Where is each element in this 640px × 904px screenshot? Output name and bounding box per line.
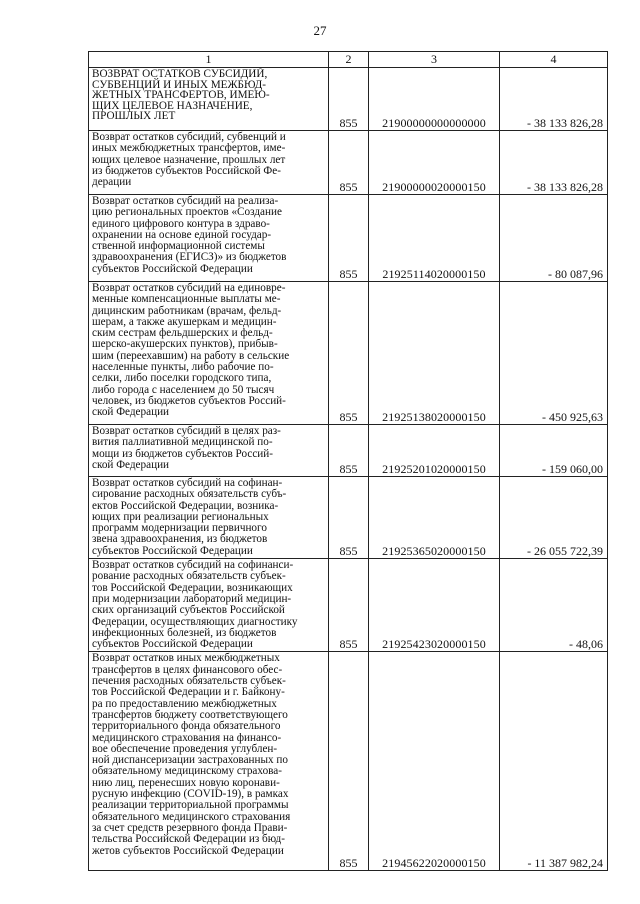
table-row xyxy=(89,559,608,652)
table-row xyxy=(89,425,608,477)
table-row xyxy=(89,68,608,131)
row-amount: - 159 060,00 xyxy=(500,425,608,477)
row-budget-code: 21925201020000150 xyxy=(369,425,500,477)
budget-table xyxy=(88,51,608,871)
row-admin-code: 855 xyxy=(329,68,369,131)
row-admin-code: 855 xyxy=(329,282,369,425)
row-name: ВОЗВРАТ ОСТАТКОВ СУБСИДИЙ, СУБВЕНЦИЙ И ИНЫХ МЕЖБЮД- ЖЕТНЫХ ТРАНСФЕРТОВ, ИМЕЮ- ЩИХ ЦЕЛЕВОЕ НАЗНАЧЕНИЕ, ПРОШЛЫХ ЛЕТ xyxy=(89,68,329,131)
row-admin-code: 855 xyxy=(329,477,369,559)
table-row xyxy=(89,477,608,559)
row-admin-code: 855 xyxy=(329,652,369,871)
row-name: Возврат остатков субсидий на реализа- цию региональных проектов «Создание единого цифрового контура в здраво- охранении на основе единой государ- ственной информационной системы здравоохранения (ЕГИСЗ)» из бюджетов субъектов Российской Федерации xyxy=(89,195,329,282)
row-name: Возврат остатков субсидий на единовре- менные компенсационные выплаты ме- дицинским работникам (врачам, фельд- шерам, а также акушеркам и медицин- ским сестрам фельдшерских и фельд- шерско-акушерских пунктов), прибыв- шим (переехавшим) на работу в сельские населенные пункты, либо рабочие по- селки, либо поселки городского типа, либо города с населением до 50 тысяч человек, из бюджетов субъектов Россий- ской Федерации xyxy=(89,282,329,425)
table-row xyxy=(89,652,608,871)
header-row xyxy=(89,52,608,68)
row-budget-code: 21925138020000150 xyxy=(369,282,500,425)
row-amount: - 38 133 826,28 xyxy=(500,68,608,131)
row-amount: - 38 133 826,28 xyxy=(500,131,608,195)
column-header-code: 3 xyxy=(369,52,500,68)
row-amount: - 80 087,96 xyxy=(500,195,608,282)
page-number: 27 xyxy=(313,23,327,38)
row-admin-code: 855 xyxy=(329,425,369,477)
row-amount: - 48,06 xyxy=(500,559,608,652)
row-amount: - 450 925,63 xyxy=(500,282,608,425)
row-admin-code: 855 xyxy=(329,195,369,282)
row-name: Возврат остатков субсидий на софинан- сирование расходных обязательств субъ- ектов Российской Федерации, возника- ющих при реализации региональных программ модернизации первичного звена здравоохранения, из бюджетов субъектов Российской Федерации xyxy=(89,477,329,559)
row-name: Возврат остатков субсидий на софинанси- рование расходных обязательств субъек- тов Российской Федерации, возникающих при модернизации лабораторий медицин- ских организаций субъектов Российской Федерации, осуществляющих диагностику инфекционных болезней, из бюджетов субъектов Российской Федерации xyxy=(89,559,329,652)
row-budget-code: 21945622020000150 xyxy=(369,652,500,871)
row-name: Возврат остатков иных межбюджетных трансфертов в целях финансового обес- печения расходных обязательств субъек- тов Российской Федерации и г. Байкону- ра по предоставлению межбюджетных трансфертов бюджету соответствующего территориального фонда обязательного медицинского страхования на финансо- вое обеспечение проведения углублен- ной диспансеризации застрахованных по обязательному медицинскому страхова- нию лиц, перенесших новую коронави- русную инфекцию (COVID-19), в рамках реализации территориальной программы обязательного медицинского страхования за счет средств резервного фонда Прави- тельства Российской Федерации из бюд- жетов субъектов Российской Федерации xyxy=(89,652,329,871)
row-budget-code: 21925114020000150 xyxy=(369,195,500,282)
column-header-amount: 4 xyxy=(500,52,608,68)
row-budget-code: 21925365020000150 xyxy=(369,477,500,559)
column-header-name: 1 xyxy=(89,52,329,68)
row-amount: - 26 055 722,39 xyxy=(500,477,608,559)
table-row xyxy=(89,282,608,425)
table-row xyxy=(89,131,608,195)
row-budget-code: 21900000000000000 xyxy=(369,68,500,131)
row-budget-code: 21925423020000150 xyxy=(369,559,500,652)
row-name: Возврат остатков субсидий, субвенций и иных межбюджетных трансфертов, име- ющих целевое назначение, прошлых лет из бюджетов субъектов Российской Фе- дерации xyxy=(89,131,329,195)
row-admin-code: 855 xyxy=(329,131,369,195)
column-header-admin: 2 xyxy=(329,52,369,68)
row-admin-code: 855 xyxy=(329,559,369,652)
row-name: Возврат остатков субсидий в целях раз- вития паллиативной медицинской по- мощи из бюджетов субъектов Россий- ской Федерации xyxy=(89,425,329,477)
row-budget-code: 21900000020000150 xyxy=(369,131,500,195)
table-row xyxy=(89,195,608,282)
row-amount: - 11 387 982,24 xyxy=(500,652,608,871)
